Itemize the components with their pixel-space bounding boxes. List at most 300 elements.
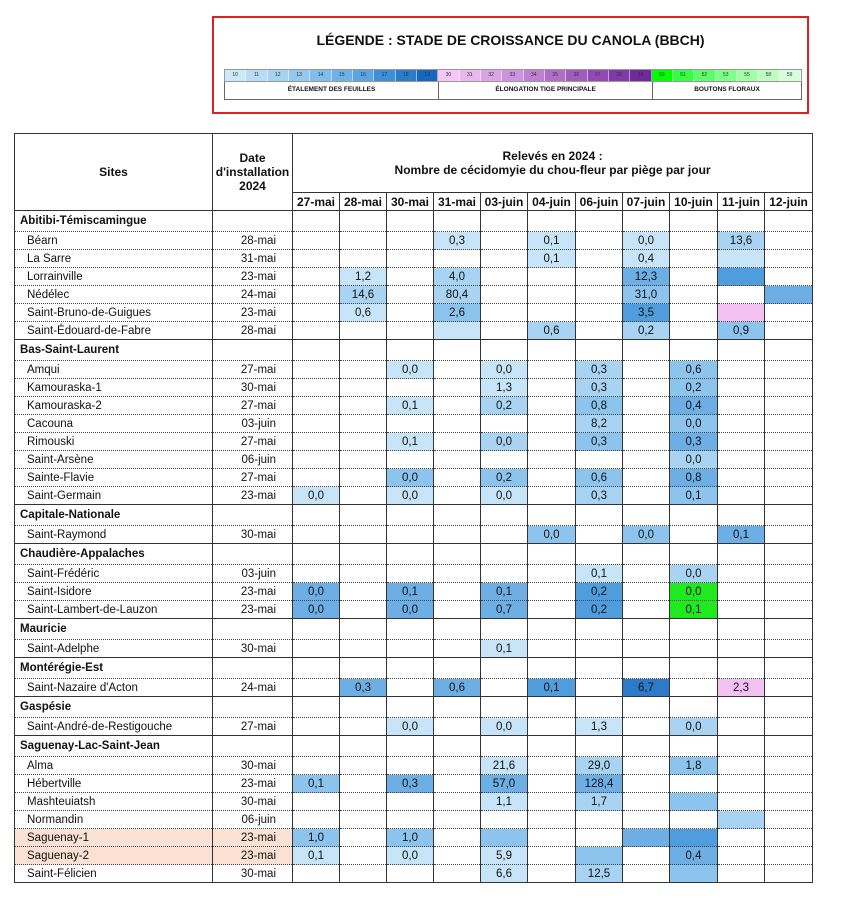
- reading-cell: [576, 232, 623, 250]
- region-empty-cell: [670, 697, 718, 718]
- reading-cell: [718, 601, 765, 619]
- reading-cell: [765, 433, 813, 451]
- reading-cell: [293, 811, 340, 829]
- reading-cell: [528, 433, 576, 451]
- legend-box: [212, 16, 809, 114]
- reading-cell: 0,0: [670, 451, 718, 469]
- region-empty-cell: [434, 544, 481, 565]
- region-empty-cell: [481, 505, 528, 526]
- site-row: [15, 526, 813, 544]
- reading-cell: 2,6: [434, 304, 481, 322]
- region-name: Bas-Saint-Laurent: [15, 340, 213, 361]
- site-name: Saint-Bruno-de-Guigues: [15, 304, 213, 322]
- site-row: [15, 322, 813, 340]
- site-name: Saint-André-de-Restigouche: [15, 718, 213, 736]
- reading-cell: [718, 775, 765, 793]
- reading-cell: [293, 322, 340, 340]
- reading-cell: [481, 565, 528, 583]
- region-empty-cell: [528, 211, 576, 232]
- date-column-header: 06-juin: [576, 193, 623, 211]
- region-name: Chaudière-Appalaches: [15, 544, 213, 565]
- reading-cell: 0,0: [387, 361, 434, 379]
- reading-cell: [765, 829, 813, 847]
- install-date: 28-mai: [213, 322, 293, 340]
- reading-cell: [340, 433, 387, 451]
- reading-cell: [528, 793, 576, 811]
- reading-cell: 0,2: [576, 583, 623, 601]
- reading-cell: 128,4: [576, 775, 623, 793]
- region-empty-cell: [718, 736, 765, 757]
- site-name: Kamouraska-2: [15, 397, 213, 415]
- reading-cell: [765, 397, 813, 415]
- reading-cell: [340, 250, 387, 268]
- reading-cell: 0,1: [528, 250, 576, 268]
- reading-cell: [387, 286, 434, 304]
- reading-cell: 0,0: [670, 565, 718, 583]
- reading-cell: 1,1: [481, 793, 528, 811]
- reading-cell: [765, 565, 813, 583]
- reading-cell: [340, 775, 387, 793]
- site-row: [15, 601, 813, 619]
- site-name: Cacouna: [15, 415, 213, 433]
- reading-cell: [623, 847, 670, 865]
- region-empty-cell: [670, 736, 718, 757]
- legend-swatch: 17: [374, 70, 395, 81]
- reading-cell: 1,2: [340, 268, 387, 286]
- site-name: Kamouraska-1: [15, 379, 213, 397]
- reading-cell: [623, 640, 670, 658]
- region-empty-cell: [765, 505, 813, 526]
- date-column-header: 12-juin: [765, 193, 813, 211]
- region-empty-cell: [481, 658, 528, 679]
- legend-swatch: 19: [417, 70, 438, 81]
- reading-cell: [718, 865, 765, 883]
- reading-cell: [528, 361, 576, 379]
- reading-cell: [293, 865, 340, 883]
- install-date: 24-mai: [213, 286, 293, 304]
- region-empty-cell: [576, 697, 623, 718]
- reading-cell: [670, 640, 718, 658]
- reading-cell: [765, 268, 813, 286]
- site-name: Saint-Félicien: [15, 865, 213, 883]
- site-name: Saint-Frédéric: [15, 565, 213, 583]
- reading-cell: [670, 286, 718, 304]
- reading-cell: [528, 829, 576, 847]
- legend-swatch: 15: [332, 70, 353, 81]
- region-empty-cell: [623, 544, 670, 565]
- site-row: [15, 433, 813, 451]
- reading-cell: [718, 718, 765, 736]
- reading-cell: [718, 811, 765, 829]
- legend-swatch: 35: [545, 70, 566, 81]
- reading-cell: 0,8: [576, 397, 623, 415]
- reading-cell: [765, 811, 813, 829]
- reading-cell: [670, 775, 718, 793]
- region-empty-cell: [718, 658, 765, 679]
- site-row: [15, 361, 813, 379]
- region-empty-cell: [340, 697, 387, 718]
- reading-cell: [340, 829, 387, 847]
- region-empty-cell: [528, 619, 576, 640]
- bbch-stage-groups: [224, 82, 802, 100]
- site-name: Saint-Adelphe: [15, 640, 213, 658]
- legend-title: LÉGENDE : STADE DE CROISSANCE DU CANOLA (BBCH): [316, 32, 705, 48]
- region-empty-cell: [340, 736, 387, 757]
- region-empty-cell: [623, 658, 670, 679]
- reading-cell: [670, 865, 718, 883]
- reading-cell: [434, 601, 481, 619]
- install-date: 06-juin: [213, 811, 293, 829]
- site-row: [15, 304, 813, 322]
- site-name: Lorrainville: [15, 268, 213, 286]
- site-row: [15, 415, 813, 433]
- reading-cell: 21,6: [481, 757, 528, 775]
- reading-cell: [623, 361, 670, 379]
- reading-cell: [387, 304, 434, 322]
- region-row: [15, 697, 813, 718]
- install-date: 23-mai: [213, 847, 293, 865]
- reading-cell: 12,5: [576, 865, 623, 883]
- region-empty-cell: [765, 544, 813, 565]
- region-name: Capitale-Nationale: [15, 505, 213, 526]
- reading-cell: [670, 232, 718, 250]
- region-install-cell: [213, 544, 293, 565]
- reading-cell: 0,1: [528, 679, 576, 697]
- region-empty-cell: [387, 544, 434, 565]
- region-empty-cell: [765, 340, 813, 361]
- reading-cell: 1,7: [576, 793, 623, 811]
- legend-swatch: 39: [630, 70, 651, 81]
- install-date: 23-mai: [213, 304, 293, 322]
- reading-cell: [340, 811, 387, 829]
- site-name: Hébertville: [15, 775, 213, 793]
- legend-swatch: 31: [460, 70, 481, 81]
- reading-cell: [293, 250, 340, 268]
- install-date: 23-mai: [213, 601, 293, 619]
- reading-cell: [387, 250, 434, 268]
- site-row: [15, 775, 813, 793]
- reading-cell: 0,2: [481, 397, 528, 415]
- site-name: Nédélec: [15, 286, 213, 304]
- reading-cell: 0,0: [293, 601, 340, 619]
- site-row: [15, 286, 813, 304]
- reading-cell: 0,0: [293, 487, 340, 505]
- reading-cell: 1,3: [481, 379, 528, 397]
- reading-cell: 12,3: [623, 268, 670, 286]
- site-row: [15, 583, 813, 601]
- reading-cell: [765, 526, 813, 544]
- reading-cell: [481, 811, 528, 829]
- install-date: 30-mai: [213, 865, 293, 883]
- reading-cell: [293, 640, 340, 658]
- reading-cell: 13,6: [718, 232, 765, 250]
- region-empty-cell: [576, 544, 623, 565]
- reading-cell: [623, 718, 670, 736]
- reading-cell: [528, 565, 576, 583]
- region-install-cell: [213, 697, 293, 718]
- legend-swatch: 12: [268, 70, 289, 81]
- reading-cell: [623, 415, 670, 433]
- reading-cell: [481, 250, 528, 268]
- site-name: Saguenay-2: [15, 847, 213, 865]
- site-name: Mashteuiatsh: [15, 793, 213, 811]
- reading-cell: 0,1: [293, 847, 340, 865]
- site-row: [15, 250, 813, 268]
- reading-cell: [387, 268, 434, 286]
- legend-swatch: 53: [716, 70, 737, 81]
- region-empty-cell: [434, 505, 481, 526]
- legend-swatch: 10: [225, 70, 246, 81]
- legend-swatch: 11: [246, 70, 267, 81]
- region-empty-cell: [387, 658, 434, 679]
- reading-cell: 1,3: [576, 718, 623, 736]
- reading-cell: [765, 679, 813, 697]
- reading-cell: 3,5: [623, 304, 670, 322]
- reading-cell: [765, 250, 813, 268]
- reading-cell: [481, 268, 528, 286]
- reading-cell: [718, 361, 765, 379]
- reading-cell: 0,7: [481, 601, 528, 619]
- reading-cell: [387, 679, 434, 697]
- reading-cell: [765, 379, 813, 397]
- region-empty-cell: [670, 619, 718, 640]
- reading-cell: [434, 811, 481, 829]
- region-empty-cell: [623, 505, 670, 526]
- reading-cell: [576, 322, 623, 340]
- reading-cell: [434, 397, 481, 415]
- install-date: 30-mai: [213, 757, 293, 775]
- legend-swatch: 13: [289, 70, 310, 81]
- reading-cell: 0,8: [670, 469, 718, 487]
- legend-swatch: 52: [694, 70, 715, 81]
- reading-cell: 0,2: [576, 601, 623, 619]
- region-empty-cell: [340, 544, 387, 565]
- legend-swatch: 18: [396, 70, 417, 81]
- region-install-cell: [213, 658, 293, 679]
- reading-cell: [293, 361, 340, 379]
- reading-cell: [765, 322, 813, 340]
- reading-cell: [623, 451, 670, 469]
- reading-cell: [528, 865, 576, 883]
- reading-cell: [340, 640, 387, 658]
- reading-cell: [670, 526, 718, 544]
- region-name: Abitibi-Témiscamingue: [15, 211, 213, 232]
- reading-cell: [718, 286, 765, 304]
- reading-cell: 0,0: [481, 433, 528, 451]
- reading-cell: 80,4: [434, 286, 481, 304]
- install-date: 24-mai: [213, 679, 293, 697]
- region-row: [15, 658, 813, 679]
- region-empty-cell: [718, 340, 765, 361]
- reading-cell: [293, 757, 340, 775]
- region-empty-cell: [718, 211, 765, 232]
- reading-cell: [670, 250, 718, 268]
- reading-cell: [434, 718, 481, 736]
- region-row: [15, 211, 813, 232]
- legend-swatch: 51: [673, 70, 694, 81]
- region-empty-cell: [670, 544, 718, 565]
- site-row: [15, 847, 813, 865]
- reading-cell: [623, 379, 670, 397]
- reading-cell: [293, 793, 340, 811]
- legend-swatch: 34: [524, 70, 545, 81]
- region-empty-cell: [434, 697, 481, 718]
- reading-cell: [765, 415, 813, 433]
- legend-swatch: 38: [609, 70, 630, 81]
- reading-cell: 0,6: [340, 304, 387, 322]
- reading-cell: 0,0: [623, 232, 670, 250]
- reading-cell: [718, 487, 765, 505]
- reading-cell: [481, 415, 528, 433]
- reading-cell: [387, 811, 434, 829]
- site-name: Saguenay-1: [15, 829, 213, 847]
- reading-cell: [528, 601, 576, 619]
- region-row: [15, 619, 813, 640]
- reading-cell: 0,3: [434, 232, 481, 250]
- reading-cell: [718, 415, 765, 433]
- reading-cell: [340, 451, 387, 469]
- bbch-color-scale: [224, 69, 802, 82]
- reading-cell: 1,0: [293, 829, 340, 847]
- reading-cell: [576, 640, 623, 658]
- reading-cell: 0,1: [576, 565, 623, 583]
- region-empty-cell: [293, 340, 340, 361]
- reading-cell: 0,4: [623, 250, 670, 268]
- reading-cell: 6,7: [623, 679, 670, 697]
- reading-cell: 0,6: [670, 361, 718, 379]
- reading-cell: 6,6: [481, 865, 528, 883]
- reading-cell: [340, 847, 387, 865]
- reading-cell: 0,3: [576, 487, 623, 505]
- reading-cell: [718, 847, 765, 865]
- region-empty-cell: [387, 736, 434, 757]
- reading-cell: [293, 232, 340, 250]
- region-empty-cell: [576, 211, 623, 232]
- reading-cell: [623, 565, 670, 583]
- site-row: [15, 718, 813, 736]
- reading-cell: [387, 322, 434, 340]
- reading-cell: [434, 847, 481, 865]
- reading-cell: [293, 718, 340, 736]
- install-date: 27-mai: [213, 718, 293, 736]
- reading-cell: 0,1: [528, 232, 576, 250]
- region-row: [15, 544, 813, 565]
- reading-cell: [387, 865, 434, 883]
- install-date: 27-mai: [213, 397, 293, 415]
- region-empty-cell: [670, 505, 718, 526]
- region-empty-cell: [434, 658, 481, 679]
- install-date: 30-mai: [213, 379, 293, 397]
- reading-cell: [670, 304, 718, 322]
- reading-cell: 0,0: [387, 847, 434, 865]
- date-column-header: 10-juin: [670, 193, 718, 211]
- region-empty-cell: [340, 658, 387, 679]
- reading-cell: [340, 232, 387, 250]
- reading-cell: 0,1: [670, 601, 718, 619]
- reading-cell: [293, 451, 340, 469]
- install-date: 27-mai: [213, 433, 293, 451]
- region-empty-cell: [340, 505, 387, 526]
- reading-cell: [623, 601, 670, 619]
- reading-cell: [340, 361, 387, 379]
- reading-cell: [528, 487, 576, 505]
- reading-cell: 0,9: [718, 322, 765, 340]
- legend-swatch: 36: [566, 70, 587, 81]
- reading-cell: 0,0: [670, 415, 718, 433]
- reading-cell: [387, 526, 434, 544]
- reading-cell: [387, 379, 434, 397]
- reading-cell: [528, 847, 576, 865]
- reading-cell: [528, 469, 576, 487]
- region-empty-cell: [293, 544, 340, 565]
- reading-cell: [528, 718, 576, 736]
- reading-cell: 0,0: [670, 718, 718, 736]
- region-empty-cell: [434, 619, 481, 640]
- reading-cell: [670, 268, 718, 286]
- reading-cell: [718, 583, 765, 601]
- reading-cell: [340, 487, 387, 505]
- region-empty-cell: [576, 736, 623, 757]
- reading-cell: 0,0: [623, 526, 670, 544]
- site-name: Béarn: [15, 232, 213, 250]
- reading-cell: [434, 487, 481, 505]
- site-row: [15, 640, 813, 658]
- reading-cell: [434, 829, 481, 847]
- region-empty-cell: [623, 340, 670, 361]
- reading-cell: [528, 640, 576, 658]
- reading-cell: [434, 775, 481, 793]
- reading-cell: [718, 757, 765, 775]
- reading-cell: [481, 829, 528, 847]
- reading-cell: 4,0: [434, 268, 481, 286]
- reading-cell: [576, 829, 623, 847]
- reading-cell: [481, 451, 528, 469]
- region-empty-cell: [293, 658, 340, 679]
- reading-cell: [623, 469, 670, 487]
- region-empty-cell: [670, 658, 718, 679]
- region-empty-cell: [765, 658, 813, 679]
- site-row: [15, 451, 813, 469]
- region-row: [15, 340, 813, 361]
- site-row: [15, 469, 813, 487]
- reading-cell: 0,3: [670, 433, 718, 451]
- region-empty-cell: [576, 658, 623, 679]
- reading-cell: [765, 583, 813, 601]
- reading-cell: 0,0: [481, 487, 528, 505]
- legend-group-label: ÉLONGATION TIGE PRINCIPALE: [438, 82, 652, 100]
- site-row: [15, 232, 813, 250]
- region-empty-cell: [340, 211, 387, 232]
- reading-cell: [387, 232, 434, 250]
- reading-cell: [765, 865, 813, 883]
- reading-cell: [576, 679, 623, 697]
- region-empty-cell: [293, 736, 340, 757]
- region-empty-cell: [670, 340, 718, 361]
- region-row: [15, 505, 813, 526]
- site-row: [15, 565, 813, 583]
- reading-cell: [670, 679, 718, 697]
- reading-cell: 0,0: [481, 718, 528, 736]
- reading-cell: [765, 757, 813, 775]
- reading-cell: [387, 757, 434, 775]
- reading-cell: [387, 640, 434, 658]
- reading-cell: [387, 415, 434, 433]
- site-name: Saint-Raymond: [15, 526, 213, 544]
- reading-cell: [528, 397, 576, 415]
- site-row: [15, 793, 813, 811]
- region-empty-cell: [387, 505, 434, 526]
- site-name: Alma: [15, 757, 213, 775]
